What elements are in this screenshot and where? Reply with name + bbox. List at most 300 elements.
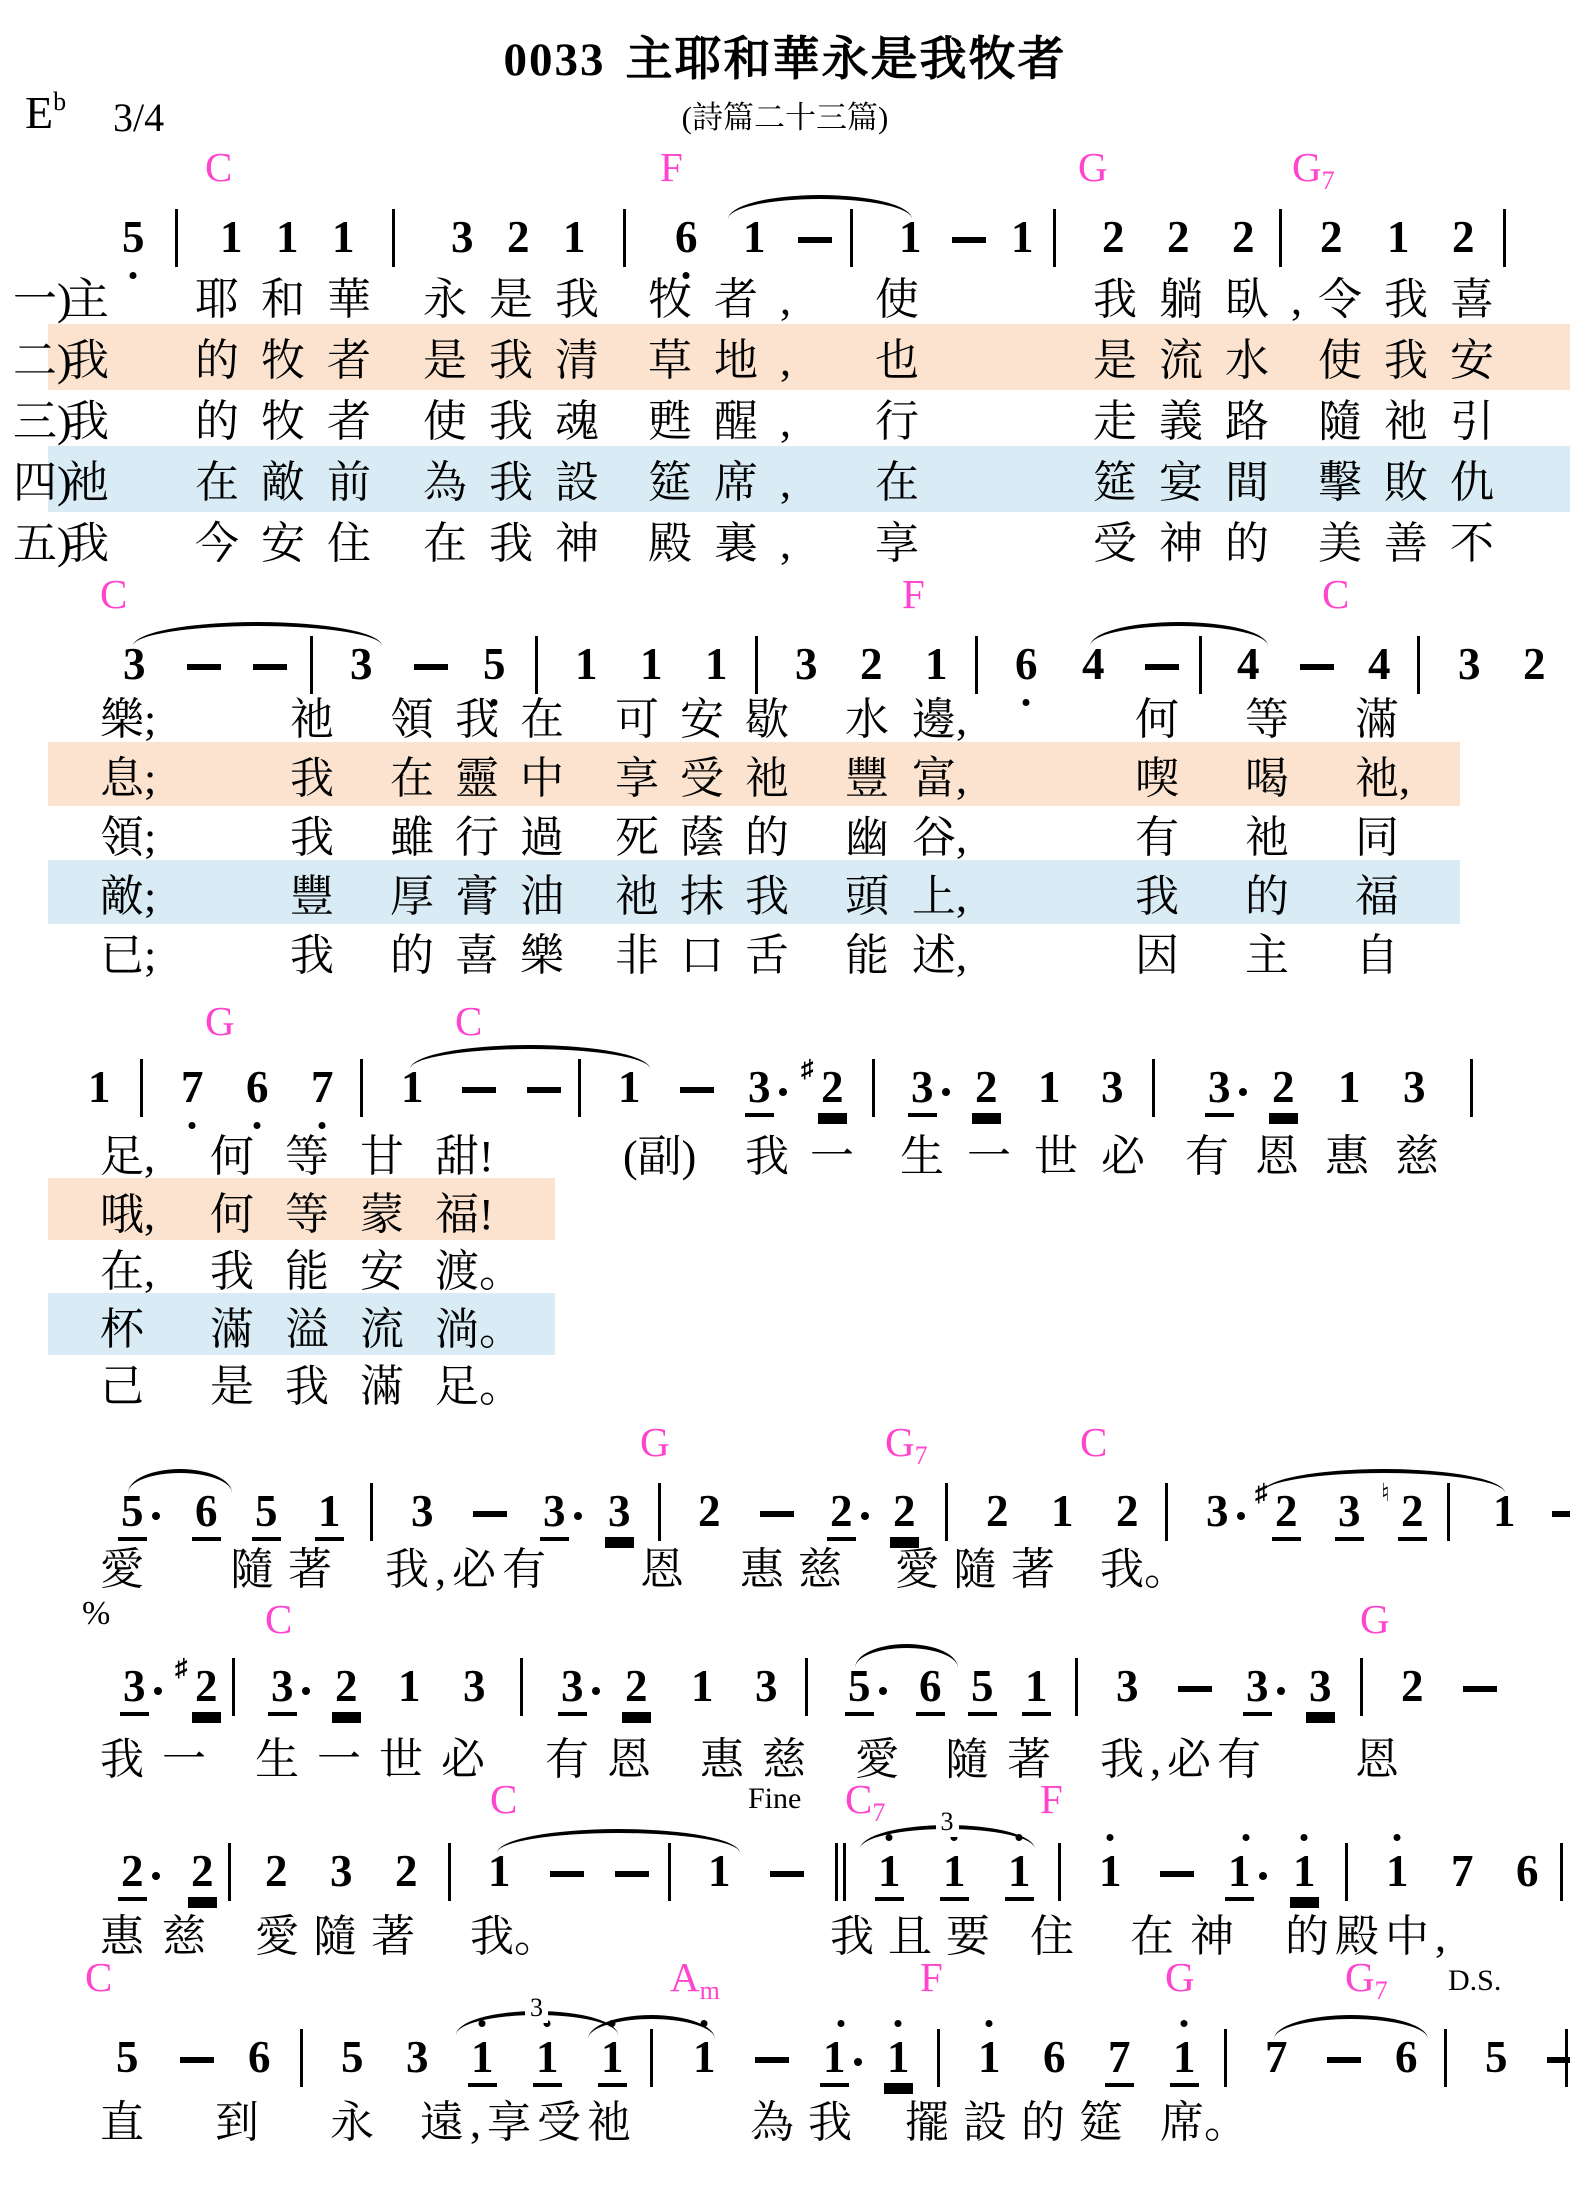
lyric-chunk: 喝: [1245, 754, 1289, 803]
note-glyph: 1: [705, 639, 728, 689]
lyric-chunk: 死蔭的: [615, 813, 810, 862]
chord-symbol: $C_7$: [845, 1776, 886, 1827]
note-digit: [1317, 213, 1346, 263]
note-glyph: 1: [88, 1062, 111, 1112]
page-title: [0, 22, 1570, 89]
note-digit: [395, 1662, 424, 1712]
octave-dot-below: [254, 1122, 261, 1129]
note-digit: [1113, 1487, 1142, 1537]
note-digit: [1449, 213, 1478, 263]
note-glyph: 1: [875, 1847, 904, 1901]
note-glyph: 3: [755, 1661, 778, 1711]
lyric-chunk: 能: [285, 1247, 329, 1296]
note-dash: [1463, 1686, 1497, 1692]
segno-mark: %: [82, 1595, 111, 1632]
lyric-chunk: 祂抹我: [615, 872, 810, 921]
augmentation-dot: [779, 1088, 787, 1096]
note-digit: [485, 1847, 514, 1897]
note-glyph: 3: [795, 639, 818, 689]
note-glyph: 2: [1167, 212, 1190, 262]
barline: [1470, 1059, 1473, 1117]
lyric-chunk: 是: [210, 1362, 254, 1411]
note-glyph: 2: [827, 1487, 856, 1541]
note-dash: [1160, 1871, 1194, 1877]
lyric-chunk: 牧者,: [648, 275, 813, 324]
note-digit: [245, 2033, 274, 2083]
octave-dot-above: [1242, 1834, 1249, 1841]
note-digit: [908, 1063, 950, 1117]
octave-dot-above: [1181, 2020, 1188, 2027]
lyric-chunk: 美善不: [1318, 519, 1516, 568]
note-digit: [338, 2033, 367, 2083]
lyric-chunk: 我。: [470, 1912, 558, 1961]
note-digit: [1005, 1847, 1034, 1901]
note-digit: [1035, 1063, 1064, 1113]
note-digit: [118, 1487, 160, 1541]
lyric-chunk: 蒙: [360, 1190, 404, 1239]
lyric-chunk: 在靈中: [390, 754, 585, 803]
chord-subscript: 7: [1374, 1976, 1388, 2005]
chord-subscript: 7: [1321, 166, 1335, 195]
note-glyph: 2: [332, 1662, 361, 1716]
lyric-chunk: 的喜樂: [390, 931, 585, 980]
lyric-chunk: 在: [875, 458, 919, 507]
note-glyph: 3: [268, 1662, 297, 1716]
chord-symbol: F: [920, 1954, 943, 2000]
note-glyph: 5: [116, 2032, 139, 2082]
lyric-chunk: 可安歇: [615, 695, 810, 744]
lyric-chunk: 使: [875, 275, 919, 324]
note-digit: [192, 1487, 221, 1541]
note-glyph: 1: [1038, 1062, 1061, 1112]
note-digit: [890, 1487, 919, 1541]
note-glyph: 1: [276, 212, 299, 262]
note-glyph: 2: [118, 1847, 147, 1901]
lyric-chunk: 惠慈: [740, 1545, 856, 1594]
note-dash: [187, 664, 221, 670]
note-digit: [1234, 640, 1263, 690]
note-digit: [1243, 1662, 1285, 1716]
lyric-chunk: 筵席,: [648, 458, 813, 507]
note-glyph: 1: [1387, 212, 1410, 262]
note-dash: [952, 237, 986, 243]
lyric-chunk: 在,: [100, 1247, 155, 1296]
note-digit: [1203, 1487, 1245, 1537]
note-digit: [1490, 1487, 1519, 1537]
note-digit: [188, 1847, 217, 1901]
note-digit: [1482, 2033, 1511, 2083]
note-glyph: 3: [605, 1487, 634, 1541]
lyric-chunk: 也: [875, 336, 919, 385]
note-glyph: 1: [708, 1846, 731, 1896]
barline: [175, 209, 178, 267]
note-digit: [845, 1662, 887, 1716]
lyric-chunk: 我: [65, 519, 109, 568]
sharp-sign: ♯: [175, 1655, 188, 1682]
note-digit: [598, 2033, 627, 2087]
note-digit: [1040, 2033, 1069, 2083]
lyric-chunk: 甜!: [435, 1132, 494, 1181]
note-glyph: 1: [563, 212, 586, 262]
note-glyph: 1: [315, 1487, 344, 1541]
note-digit: [705, 1847, 734, 1897]
time-signature: 3/4: [113, 95, 165, 140]
note-glyph: 6: [192, 1487, 221, 1541]
note-digit: [1262, 2033, 1291, 2083]
note-glyph: 2: [698, 1486, 721, 1536]
lyric-chunk: 愛隨著: [895, 1545, 1069, 1594]
barline: [360, 1059, 363, 1117]
chord-symbol: $G_7$: [885, 1419, 928, 1470]
note-digit: [695, 1487, 724, 1537]
note-glyph: 6: [675, 212, 698, 262]
note-dash: [615, 1871, 649, 1877]
augmentation-dot: [1277, 1687, 1285, 1695]
augmentation-dot: [302, 1687, 310, 1695]
lyric-chunk: 敵;: [100, 872, 157, 921]
note-glyph: 2: [1116, 1486, 1139, 1536]
lyric-chunk: 滿: [360, 1362, 404, 1411]
note-dash: [527, 1087, 561, 1093]
chord-symbol: C: [100, 571, 128, 617]
lyric-chunk: 的殿中,: [1285, 1912, 1452, 1961]
lyric-chunk: 上,: [912, 872, 967, 921]
lyric-chunk: 永: [330, 2098, 374, 2147]
lyric-chunk: 淌。: [435, 1305, 523, 1354]
lyric-chunk: 哦,: [100, 1190, 155, 1239]
note-dash: [755, 2057, 789, 2063]
lyric-chunk: 已;: [100, 931, 157, 980]
note-dash: [462, 1087, 496, 1093]
note-digit: [857, 640, 886, 690]
note-digit: [113, 2033, 142, 2083]
note-glyph: 2: [395, 1846, 418, 1896]
lyric-chunk: 滿: [210, 1305, 254, 1354]
lyric-chunk: 主: [1245, 931, 1289, 980]
chord-symbol: G: [205, 998, 235, 1044]
note-glyph: 2: [1452, 212, 1475, 262]
note-digit: [1170, 2033, 1199, 2087]
note-digit: [262, 1847, 291, 1897]
double-barline: [835, 1843, 838, 1901]
note-glyph: 1: [1022, 1662, 1051, 1716]
note-digit: [85, 1063, 114, 1113]
note-dash: [1145, 664, 1179, 670]
note-digit: [1012, 640, 1041, 690]
note-digit: [702, 640, 731, 690]
note-digit: [308, 1063, 337, 1113]
note-dash: [550, 1871, 584, 1877]
note-glyph: 7: [181, 1062, 204, 1112]
barline: [1224, 2029, 1227, 2087]
note-digit: [1079, 640, 1108, 690]
lyric-chunk: 溢: [285, 1305, 329, 1354]
note-digit: [268, 1662, 310, 1716]
hymn-title-text: 主耶和華永是我牧者: [625, 34, 1067, 86]
barline: [448, 1843, 451, 1901]
note-digit: [1335, 1487, 1364, 1541]
note-glyph: 5: [1485, 2032, 1508, 2082]
note-glyph: 1: [1011, 212, 1034, 262]
lyric-chunk: 遠,享受祂: [420, 2098, 637, 2147]
note-glyph: 1: [820, 2033, 849, 2087]
note-glyph: 2: [507, 212, 530, 262]
lyric-chunk: 筵宴間: [1093, 458, 1291, 507]
note-glyph: 1: [1338, 1062, 1361, 1112]
chord-symbol: G: [640, 1419, 670, 1465]
note-glyph: 6: [1043, 2032, 1066, 2082]
lyric-chunk: 我: [65, 336, 109, 385]
tie-arc: [728, 195, 912, 219]
note-digit: [896, 213, 925, 263]
lyric-chunk: 何: [210, 1190, 254, 1239]
lyric-chunk: 領;: [100, 813, 157, 862]
note-dash: [414, 664, 448, 670]
lyric-chunk: 殿裏,: [648, 519, 813, 568]
note-dash: [760, 1511, 794, 1517]
note-digit: [175, 1655, 221, 1716]
note-digit: [329, 213, 358, 263]
note-digit: [460, 1662, 489, 1712]
note-glyph: 2: [265, 1846, 288, 1896]
lyric-chunk: 生一世必: [255, 1735, 503, 1784]
note-digit: [1335, 1063, 1364, 1113]
note-digit: [1008, 213, 1037, 263]
barline: [1565, 2029, 1568, 2087]
note-glyph: 3: [1335, 1487, 1364, 1541]
octave-dot-above: [895, 2020, 902, 2027]
note-glyph: 3: [120, 1662, 149, 1716]
note-digit: [740, 213, 769, 263]
note-digit: [398, 1063, 427, 1113]
lyric-chunk: 息;: [100, 754, 157, 803]
note-glyph: 3: [1116, 1661, 1139, 1711]
verse-label: 一): [13, 275, 72, 324]
augmentation-dot: [942, 1088, 950, 1096]
note-glyph: 1: [575, 639, 598, 689]
note-glyph: 2: [192, 1662, 221, 1716]
lyric-chunk: 惠慈: [700, 1735, 824, 1784]
barline: [1053, 209, 1056, 267]
note-glyph: 2: [860, 639, 883, 689]
note-glyph: 6: [1015, 639, 1038, 689]
note-glyph: 1: [693, 2032, 716, 2082]
barline: [872, 1059, 875, 1117]
note-dash: [180, 2057, 214, 2063]
note-digit: [178, 1063, 207, 1113]
lyric-chunk: 耶和華: [195, 275, 393, 324]
note-glyph: 2: [1523, 639, 1546, 689]
note-digit: [672, 213, 701, 263]
lyric-chunk: 擊敗仇: [1318, 458, 1516, 507]
note-glyph: 1: [1099, 1846, 1122, 1896]
note-glyph: 3: [451, 212, 474, 262]
note-glyph: 1: [1493, 1486, 1516, 1536]
note-digit: [983, 1487, 1012, 1537]
augmentation-dot: [152, 1872, 160, 1880]
barline: [392, 209, 395, 267]
lyric-chunk: 因: [1135, 931, 1179, 980]
note-digit: [1269, 1063, 1298, 1117]
note-glyph: 7: [1105, 2033, 1134, 2087]
lyric-chunk: 等: [285, 1190, 329, 1239]
lyric-chunk: 雖行過: [390, 813, 585, 862]
note-glyph: 3: [463, 1661, 486, 1711]
note-digit: [1513, 1847, 1542, 1897]
note-glyph: 4: [1082, 639, 1105, 689]
note-digit: [820, 2033, 862, 2087]
lyric-chunk: 幽: [845, 813, 889, 862]
lyric-chunk: 永是我: [423, 275, 621, 324]
lyric-chunk: 令我喜: [1318, 275, 1516, 324]
augmentation-dot: [854, 2058, 862, 2066]
barline: [937, 2029, 940, 2087]
note-glyph: 3: [1101, 1062, 1124, 1112]
octave-dot-below: [189, 1122, 196, 1129]
note-digit: [1448, 1847, 1477, 1897]
note-glyph: 3: [1403, 1062, 1426, 1112]
note-digit: [745, 1063, 787, 1117]
note-digit: [637, 640, 666, 690]
chord-symbol: C: [1080, 1419, 1108, 1465]
lyric-chunk: 我: [1135, 872, 1179, 921]
augmentation-dot: [574, 1512, 582, 1520]
note-glyph: 1: [468, 2033, 497, 2087]
lyric-chunk: 己: [100, 1362, 144, 1411]
lyric-chunk: 同: [1355, 813, 1399, 862]
note-glyph: 1: [401, 1062, 424, 1112]
lyric-chunk: 主: [65, 275, 109, 324]
lyric-chunk: 今安住: [195, 519, 393, 568]
chord-symbol: C: [205, 144, 233, 190]
chord-symbol: C: [490, 1776, 518, 1822]
fine-mark: Fine: [748, 1782, 802, 1815]
note-glyph: 5: [341, 2032, 364, 2082]
note-digit: [975, 2033, 1004, 2083]
note-digit: [217, 213, 246, 263]
tie-arc: [1090, 622, 1268, 646]
note-glyph: 1: [533, 2033, 562, 2087]
tie-arc: [1274, 2015, 1428, 2039]
note-dash: [1327, 2057, 1361, 2063]
lyric-chunk: 杯: [100, 1305, 144, 1354]
lyric-chunk: 領我在: [390, 695, 585, 744]
barline: [1165, 1483, 1168, 1541]
note-glyph: 3: [540, 1487, 569, 1541]
note-digit: [252, 1487, 281, 1541]
lyric-chunk: 惠慈: [100, 1912, 224, 1961]
note-digit: [1365, 640, 1394, 690]
barline: [535, 636, 538, 694]
note-glyph: 1: [1005, 1847, 1034, 1901]
note-glyph: 5: [845, 1662, 874, 1716]
note-digit: [1113, 1662, 1142, 1712]
note-glyph: 1: [1051, 1486, 1074, 1536]
lyric-chunk: 愛: [855, 1735, 899, 1784]
note-glyph: 5: [252, 1487, 281, 1541]
chord-symbol: G: [1360, 1596, 1390, 1642]
lyric-chunk: 隨著: [230, 1545, 346, 1594]
note-digit: [315, 1487, 344, 1541]
octave-dot-above: [1107, 1834, 1114, 1841]
note-digit: [1520, 640, 1549, 690]
lyric-chunk: 我: [65, 397, 109, 446]
lyric-chunk: 我: [285, 1362, 329, 1411]
note-digit: [801, 1056, 847, 1117]
augmentation-dot: [861, 1512, 869, 1520]
lyric-chunk: 住: [1030, 1912, 1074, 1961]
note-glyph: 1: [640, 639, 663, 689]
note-glyph: 2: [890, 1487, 919, 1541]
lyric-chunk: 非口舌: [615, 931, 810, 980]
note-digit: [1098, 1063, 1127, 1113]
augmentation-dot: [1259, 1872, 1267, 1880]
note-dash: [253, 664, 287, 670]
chord-symbol: C: [1322, 571, 1350, 617]
note-glyph: 6: [248, 2032, 271, 2082]
barline: [658, 1483, 661, 1541]
note-digit: [916, 1662, 945, 1716]
triplet-number: 3: [936, 1807, 959, 1837]
natural-sign: ♮: [1381, 1480, 1390, 1507]
chord-symbol: C: [455, 998, 483, 1044]
note-glyph: 1: [598, 2033, 627, 2087]
note-dash: [1300, 664, 1334, 670]
note-glyph: 3: [558, 1662, 587, 1716]
augmentation-dot: [1237, 1512, 1245, 1520]
note-glyph: 3: [1206, 1486, 1229, 1536]
note-dash: [1552, 1511, 1570, 1517]
note-glyph: 3: [1205, 1063, 1234, 1117]
lyric-chunk: 恩: [1355, 1735, 1399, 1784]
tie-arc: [855, 1644, 958, 1668]
note-digit: [1022, 1662, 1051, 1716]
barline: [370, 1483, 373, 1541]
lyric-chunk: 愛隨著: [255, 1912, 429, 1961]
lyric-chunk: 我,必有: [385, 1545, 552, 1594]
note-glyph: 2: [972, 1063, 1001, 1117]
flat-sign: b: [53, 87, 67, 116]
note-glyph: 1: [220, 212, 243, 262]
augmentation-dot: [152, 1512, 160, 1520]
lyric-chunk: 等: [1245, 695, 1289, 744]
note-digit: [690, 2033, 719, 2083]
note-digit: [922, 640, 951, 690]
note-digit: [392, 1847, 421, 1897]
note-digit: [622, 1662, 651, 1716]
note-digit: [1164, 213, 1193, 263]
chord-subscript: m: [699, 1976, 720, 2005]
barline: [520, 1658, 523, 1716]
note-dash: [680, 1087, 714, 1093]
lyric-chunk: 隨著: [945, 1735, 1069, 1784]
sharp-sign: ♯: [1255, 1480, 1268, 1507]
verse-label: 五): [13, 519, 72, 568]
octave-dot-below: [1023, 699, 1030, 706]
note-glyph: 3: [350, 639, 373, 689]
lyric-chunk: 述,: [912, 931, 967, 980]
note-digit: [792, 640, 821, 690]
note-digit: [884, 2033, 913, 2087]
lyric-chunk: 邊,: [912, 695, 967, 744]
barline: [755, 636, 758, 694]
note-digit: [1229, 213, 1258, 263]
note-glyph: 4: [1237, 639, 1260, 689]
barline: [623, 209, 626, 267]
note-digit: [1096, 1847, 1125, 1897]
lyric-chunk: 我一: [100, 1735, 224, 1784]
scripture-reference: (詩篇二十三篇): [681, 100, 889, 135]
